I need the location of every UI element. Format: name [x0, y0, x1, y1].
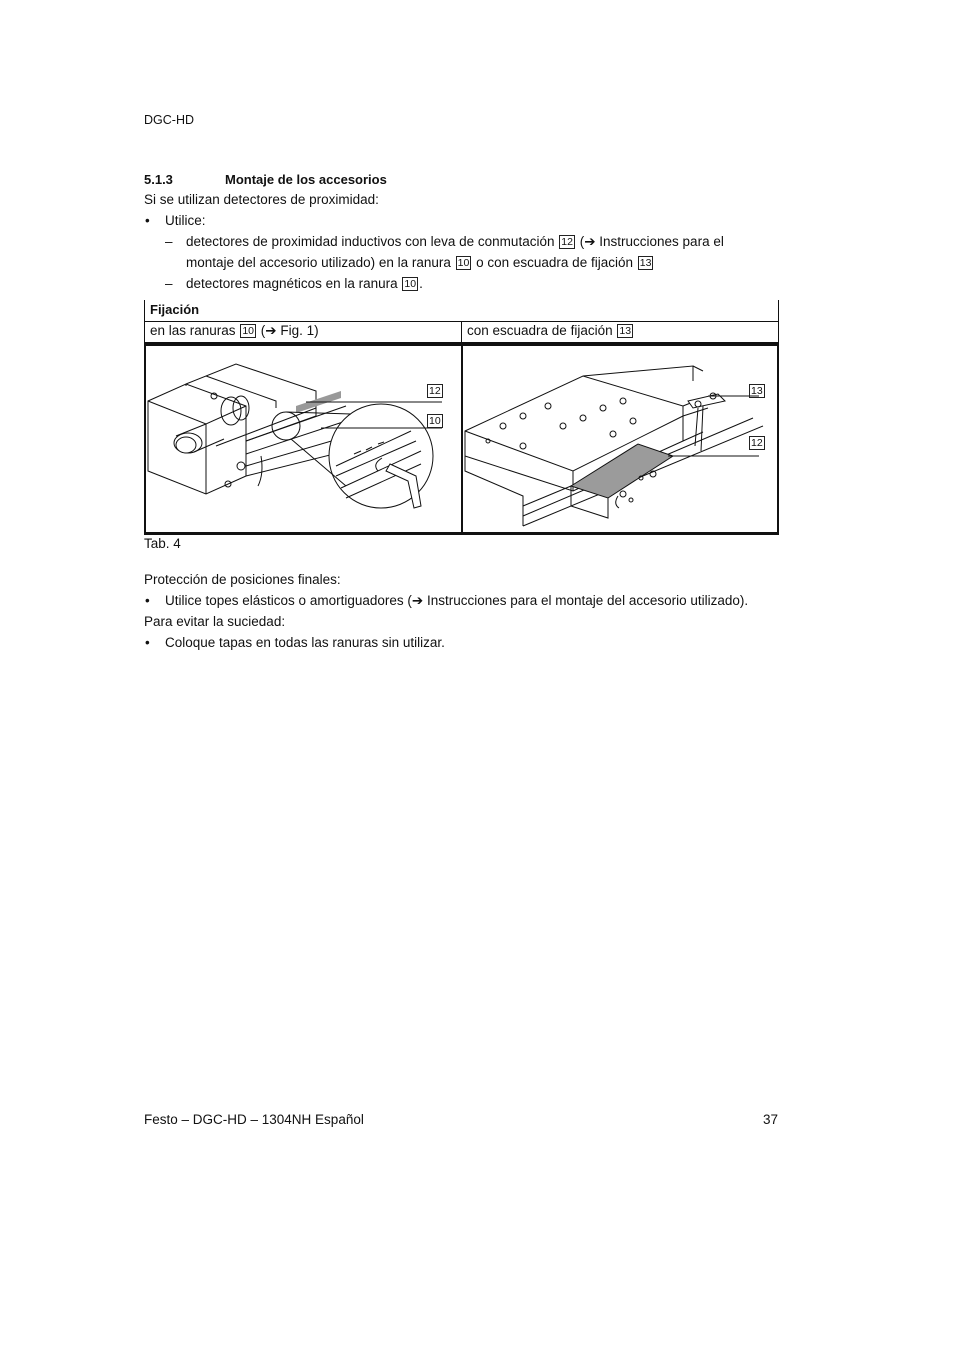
dash1-text-a: detectores de proximidad inductivos con leva de conmutación	[186, 234, 555, 249]
dash2-text-a: detectores magnéticos en la ranura	[186, 276, 398, 291]
reference-number-box: 10	[429, 415, 441, 427]
table-border	[778, 300, 779, 321]
bracket-mounting-illustration	[463, 346, 777, 532]
protection-bullet-b: Instrucciones para el montaje del accesorio utilizado).	[426, 593, 749, 608]
reference-number-box: 12	[751, 437, 763, 449]
bullet-icon: •	[145, 635, 150, 650]
dirt-intro: Para evitar la suciedad:	[144, 614, 286, 629]
bullet-icon: •	[145, 593, 150, 608]
col2-text: con escuadra de fijación	[467, 323, 613, 338]
dash1-line2-b: o con escuadra de fijación	[476, 255, 633, 270]
protection-bullet-a: Utilice topes elásticos o amortiguadores (	[165, 593, 412, 608]
reference-number-box: 10	[457, 257, 470, 269]
table-image-row	[144, 343, 779, 535]
col1-open-paren: (	[260, 323, 266, 338]
table-caption: Tab. 4	[144, 536, 181, 551]
reference-number-box: 12	[561, 236, 573, 248]
dash1-text-c: Instrucciones para el	[599, 234, 724, 249]
list-item	[186, 276, 423, 291]
list-item-continuation	[186, 255, 654, 270]
reference-number-box: 12	[429, 385, 441, 397]
table-column-headers	[144, 321, 779, 343]
dash2-period: .	[419, 276, 423, 291]
list-item	[186, 234, 724, 250]
arrow-right-icon: ➔	[265, 323, 277, 338]
reference-number-box: 13	[619, 325, 632, 337]
dash-icon: –	[165, 234, 173, 249]
arrow-right-icon: ➔	[411, 593, 424, 608]
slot-mounting-illustration	[146, 346, 461, 532]
protection-intro: Protección de posiciones finales:	[144, 572, 341, 587]
reference-number-box: 13	[751, 385, 763, 397]
intro-text: Si se utilizan detectores de proximidad:	[144, 192, 379, 207]
dash1-open-paren: (	[579, 234, 585, 249]
footer-text: Festo – DGC-HD – 1304NH Español	[144, 1112, 364, 1127]
reference-number-box: 13	[639, 257, 652, 269]
page-number: 37	[763, 1112, 779, 1127]
col1-figure-ref: Fig. 1)	[280, 323, 319, 338]
reference-number-box: 10	[404, 278, 417, 290]
bullet-icon: •	[145, 213, 150, 228]
col1-text: en las ranuras	[150, 323, 236, 338]
protection-bullet	[165, 593, 748, 609]
table-border	[144, 300, 145, 321]
table-header: Fijación	[150, 302, 200, 317]
column-header-slots	[150, 323, 319, 339]
section-number: 5.1.3	[144, 172, 173, 187]
dash-icon: –	[165, 276, 173, 291]
bullet-text: Utilice:	[165, 213, 206, 228]
column-header-bracket	[467, 323, 634, 338]
running-header: DGC-HD	[144, 113, 194, 127]
section-title: Montaje de los accesorios	[225, 172, 387, 187]
arrow-right-icon: ➔	[584, 234, 596, 249]
fixing-table	[144, 300, 779, 533]
column-divider	[461, 322, 462, 342]
dash1-line2-a: montaje del accesorio utilizado) en la ranura	[186, 255, 451, 270]
dirt-bullet: Coloque tapas en todas las ranuras sin utilizar.	[165, 635, 445, 650]
reference-number-box: 10	[242, 325, 255, 337]
